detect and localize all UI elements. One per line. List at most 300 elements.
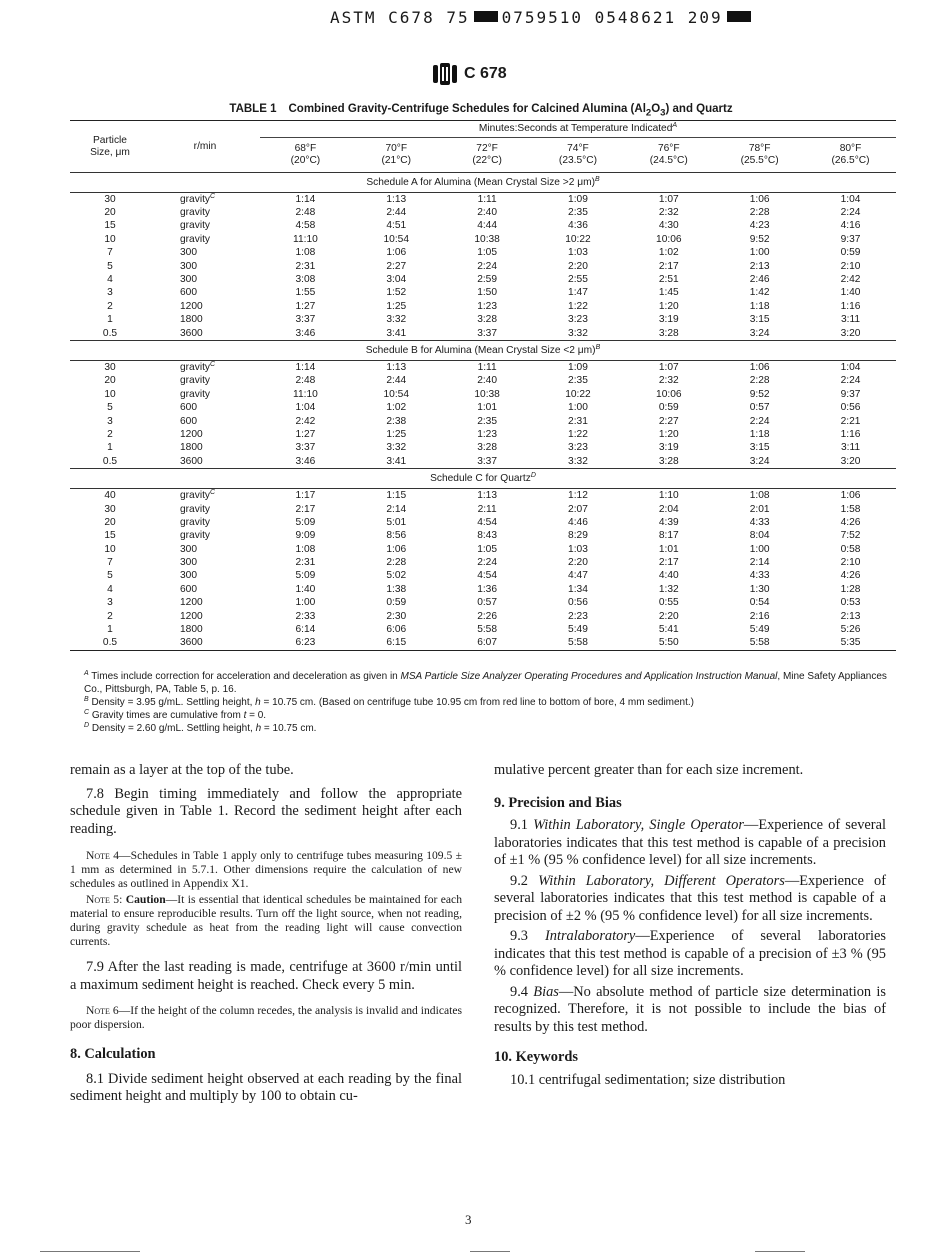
temperature-header [351, 138, 442, 173]
astm-logo-icon [432, 62, 458, 86]
table-row [70, 300, 896, 313]
time-cell [442, 233, 533, 246]
time-cell [623, 489, 714, 503]
particle-size-cell [70, 556, 150, 569]
col-header-minutes [260, 121, 896, 138]
cell-value: 4:54 [477, 516, 498, 528]
cell-value: gravity [180, 503, 211, 515]
rmin-cell [150, 543, 260, 556]
schedule-title-row [70, 469, 896, 489]
cell-value: 1800 [180, 442, 203, 454]
time-cell [260, 428, 351, 441]
cell-value: 2:14 [749, 557, 770, 569]
cell-value: 3:32 [386, 314, 407, 326]
temp-f: 72°F [476, 143, 498, 154]
cell-value: 10 [104, 388, 116, 400]
particle-size-cell [70, 361, 150, 375]
cell-value: 1:55 [295, 287, 316, 299]
cell-value: 2:44 [386, 207, 407, 219]
cell-value: 10:54 [383, 388, 410, 400]
schedule-title [70, 469, 896, 489]
time-cell [714, 247, 805, 260]
cell-value: 3:04 [386, 274, 407, 286]
schedule-group [70, 469, 896, 651]
cell-value: 2:13 [840, 610, 861, 622]
cell-value: 1:34 [568, 583, 588, 595]
rmin-cell [150, 637, 260, 651]
cell-value: 2:10 [840, 557, 861, 569]
time-cell [623, 556, 714, 569]
time-cell [442, 375, 533, 388]
time-cell [714, 455, 805, 469]
time-cell [714, 637, 805, 651]
time-cell [533, 273, 624, 286]
cell-value: 1:00 [568, 402, 588, 414]
time-cell [533, 247, 624, 260]
cell-value: 2:42 [840, 274, 861, 286]
cell-value: 2:26 [477, 610, 498, 622]
cell-value: 9:52 [749, 233, 770, 245]
cell-value: 1:00 [749, 247, 770, 259]
cell-value: 2:21 [840, 415, 861, 427]
time-cell [260, 516, 351, 529]
time-cell [533, 583, 624, 596]
cell-value: 4:33 [749, 516, 770, 528]
table-title-sub3: 3 [660, 107, 666, 119]
rmin-cell [150, 247, 260, 260]
cell-value: 1:25 [386, 300, 407, 312]
cell-value: 1:06 [386, 247, 407, 259]
cell-value: 40 [104, 490, 116, 502]
cell-value: 0:59 [658, 402, 679, 414]
time-cell [351, 610, 442, 623]
time-cell [805, 503, 896, 516]
cell-value: 2:31 [295, 260, 316, 272]
temp-c: (23.5°C) [558, 155, 597, 166]
time-cell [351, 375, 442, 388]
cell-value: gravity [180, 193, 211, 205]
cell-value: 2:40 [477, 207, 498, 219]
time-cell [351, 233, 442, 246]
cell-value: 2:07 [568, 503, 588, 515]
temperature-header [533, 138, 624, 173]
time-cell [351, 503, 442, 516]
cell-value: 5:02 [386, 570, 407, 582]
time-cell [714, 442, 805, 455]
time-cell [260, 327, 351, 341]
cell-value: 600 [180, 402, 197, 414]
time-cell [623, 455, 714, 469]
cell-value: 1:04 [840, 361, 861, 373]
schedule-title [70, 173, 896, 193]
cell-value: 2:27 [386, 260, 407, 272]
p-9-4-num: 9.4 [510, 983, 528, 1000]
rmin-cell [150, 287, 260, 300]
table-row [70, 220, 896, 233]
footnote-text: = 10.75 cm. (Based on centrifuge tube 10.95 cm from red line to bottom of bore, 4 mm sediment.) [260, 697, 695, 708]
time-cell [351, 388, 442, 401]
p-9-1-title: Within Laboratory, Single Operator [533, 817, 744, 833]
cell-value: 20 [104, 207, 116, 219]
time-cell [623, 247, 714, 260]
cell-value: 7 [107, 557, 113, 569]
table-row [70, 503, 896, 516]
table-title-mid: O [651, 103, 661, 115]
footnote-ref-a: A [672, 122, 678, 129]
cell-value: 3:37 [295, 314, 316, 326]
time-cell [442, 361, 533, 375]
particle-size-cell [70, 273, 150, 286]
cell-value: 7:52 [840, 530, 861, 542]
time-cell [805, 260, 896, 273]
cell-value: 1:18 [749, 300, 770, 312]
time-cell [623, 623, 714, 636]
cell-value: 0:55 [658, 597, 679, 609]
cell-value: 1:03 [568, 543, 588, 555]
cell-value: 10:06 [656, 233, 682, 245]
cell-value: 4:44 [477, 220, 498, 232]
footnote-mark: C [84, 709, 90, 716]
cell-value: 1:18 [749, 428, 770, 440]
footnote-text: h [255, 697, 261, 708]
time-cell [623, 442, 714, 455]
cell-value: 5 [107, 260, 113, 272]
cell-value: 3:23 [568, 442, 588, 454]
time-cell [623, 570, 714, 583]
cell-value: 9:37 [840, 233, 861, 245]
cell-value: 6:23 [295, 637, 316, 649]
time-cell [623, 361, 714, 375]
schedule-title-text: Schedule A for Alumina (Mean Crystal Size >2 μm) [366, 176, 595, 188]
left-column [70, 762, 462, 1106]
particle-size-cell [70, 455, 150, 469]
rmin-cell [150, 610, 260, 623]
cell-value: 2:01 [749, 503, 770, 515]
time-cell [260, 287, 351, 300]
time-cell [351, 556, 442, 569]
cell-value: 1:02 [658, 247, 679, 259]
time-cell [623, 206, 714, 219]
cell-value: 4:47 [568, 570, 588, 582]
cell-value: 3600 [180, 637, 203, 649]
particle-size-cell [70, 233, 150, 246]
time-cell [442, 516, 533, 529]
cell-value: 3:46 [295, 455, 316, 467]
time-cell [714, 375, 805, 388]
cell-value: 3:41 [386, 327, 407, 339]
time-cell [714, 273, 805, 286]
cell-value: 8:17 [658, 530, 679, 542]
cell-value: 1:13 [477, 490, 498, 502]
p-9-3-title: Intralaboratory [544, 928, 636, 944]
time-cell [351, 583, 442, 596]
time-cell [533, 388, 624, 401]
note-4-label: Note 4 [86, 849, 120, 862]
particle-size-cell [70, 442, 150, 455]
paragraph-7-9: 7.9 After the last reading is made, centrifuge at 3600 r/min until a maximum sediment height is reached. Check every 5 min. [70, 959, 462, 993]
paragraph-continued: mulative percent greater than for each size increment. [494, 762, 804, 778]
table-footnotes [70, 670, 896, 735]
barcode-block-1 [474, 11, 498, 22]
time-cell [533, 489, 624, 503]
time-cell [442, 193, 533, 207]
time-cell [442, 206, 533, 219]
cell-value: 7 [107, 247, 113, 259]
time-cell [442, 610, 533, 623]
rmin-cell [150, 314, 260, 327]
time-cell [805, 206, 896, 219]
time-cell [714, 623, 805, 636]
cell-value: 1:13 [386, 361, 407, 373]
cell-value: 2:32 [658, 375, 679, 387]
cell-value: 4:23 [749, 220, 770, 232]
cell-value: 1:50 [477, 287, 498, 299]
particle-size-cell [70, 597, 150, 610]
cell-value: 4:54 [477, 570, 498, 582]
table-row [70, 637, 896, 651]
time-cell [714, 260, 805, 273]
scan-artifact-rule [755, 1251, 805, 1252]
time-cell [714, 530, 805, 543]
time-cell [533, 428, 624, 441]
time-cell [260, 247, 351, 260]
time-cell [623, 273, 714, 286]
cell-value: 4 [107, 583, 113, 595]
cell-value: 0.5 [102, 637, 118, 649]
time-cell [260, 583, 351, 596]
time-cell [623, 300, 714, 313]
time-cell [260, 401, 351, 414]
cell-value: 5:58 [749, 637, 770, 649]
cell-value: 1:01 [477, 402, 498, 414]
time-cell [623, 193, 714, 207]
schedule-title-text: Schedule C for Quartz [430, 472, 531, 484]
time-cell [623, 220, 714, 233]
time-cell [714, 543, 805, 556]
table-caption [66, 103, 896, 118]
paragraph-remain: remain as a layer at the top of the tube. [70, 762, 294, 778]
time-cell [533, 415, 624, 428]
time-cell [442, 442, 533, 455]
cell-value: 4:26 [840, 516, 861, 528]
time-cell [533, 260, 624, 273]
time-cell [805, 361, 896, 375]
cell-value: 10:22 [565, 388, 591, 400]
time-cell [351, 455, 442, 469]
cell-value: 3:28 [477, 442, 498, 454]
cell-value: 1:15 [386, 490, 407, 502]
footnote [70, 709, 896, 722]
particle-size-cell [70, 220, 150, 233]
cell-value: 3 [107, 597, 113, 609]
time-cell [623, 260, 714, 273]
time-cell [623, 516, 714, 529]
cell-value: 1:08 [295, 543, 316, 555]
time-cell [351, 260, 442, 273]
note-4 [70, 849, 462, 891]
time-cell [805, 455, 896, 469]
time-cell [623, 543, 714, 556]
time-cell [623, 287, 714, 300]
cell-value: 0:59 [840, 247, 861, 259]
cell-value: 20 [104, 516, 116, 528]
cell-value: 1:16 [840, 428, 861, 440]
time-cell [805, 637, 896, 651]
time-cell [714, 428, 805, 441]
time-cell [260, 233, 351, 246]
rmin-cell [150, 327, 260, 341]
footnote-mark: D [84, 722, 90, 729]
cell-value: 3 [107, 287, 113, 299]
temperature-header [805, 138, 896, 173]
paragraph-8-1: 8.1 Divide sediment height observed at each reading by the final sediment height and multiply by 100 to obtain cu- [70, 1070, 462, 1104]
time-cell [714, 388, 805, 401]
cell-value: 1:40 [840, 287, 861, 299]
cell-value: 0:53 [840, 597, 861, 609]
cell-value: 2:24 [477, 260, 498, 272]
time-cell [533, 503, 624, 516]
page-number: 3 [465, 1212, 472, 1227]
time-cell [442, 543, 533, 556]
time-cell [260, 375, 351, 388]
temperature-header [260, 138, 351, 173]
cell-value: 1:04 [840, 193, 861, 205]
time-cell [533, 220, 624, 233]
cell-value: 0:58 [840, 543, 861, 555]
paragraph-10-1: 10.1 centrifugal sedimentation; size distribution [510, 1071, 786, 1088]
table-title-sub2: 2 [645, 107, 652, 119]
temp-f: 78°F [748, 143, 771, 154]
time-cell [805, 489, 896, 503]
particle-size-cell [70, 388, 150, 401]
cell-value: 3:11 [840, 442, 861, 454]
temperature-header [623, 138, 714, 173]
rmin-cell [150, 489, 260, 503]
time-cell [351, 543, 442, 556]
barcode-block-2 [727, 11, 751, 22]
time-cell [533, 401, 624, 414]
cell-value: 10:38 [474, 388, 500, 400]
cell-value: 5 [107, 402, 113, 414]
time-cell [533, 233, 624, 246]
cell-value: 1:20 [658, 428, 679, 440]
cell-value: 2:38 [386, 415, 407, 427]
cell-value: 5:58 [477, 624, 498, 636]
cell-value: 3:32 [386, 442, 407, 454]
time-cell [533, 375, 624, 388]
time-cell [442, 220, 533, 233]
time-cell [260, 273, 351, 286]
table-row [70, 455, 896, 469]
time-cell [351, 415, 442, 428]
cell-value: 9:37 [840, 388, 861, 400]
cell-value: 10 [104, 233, 116, 245]
cell-value: 300 [180, 543, 197, 555]
cell-value: 5:09 [295, 570, 316, 582]
particle-size-cell [70, 428, 150, 441]
cell-value: 2:32 [658, 207, 679, 219]
time-cell [623, 401, 714, 414]
time-cell [805, 287, 896, 300]
time-cell [442, 287, 533, 300]
cell-value: 300 [180, 570, 197, 582]
table-row [70, 543, 896, 556]
cell-value: 1:11 [477, 193, 497, 205]
cell-value: 1:11 [477, 361, 497, 373]
note-5-label: Note 5: [86, 893, 123, 906]
rmin-cell [150, 442, 260, 455]
particle-size-cell [70, 415, 150, 428]
cell-value: 1:40 [295, 583, 316, 595]
cell-value: gravity [180, 207, 211, 219]
table-row [70, 375, 896, 388]
cell-value: 1200 [180, 610, 203, 622]
particle-size-cell [70, 489, 150, 503]
time-cell [714, 314, 805, 327]
time-cell [805, 247, 896, 260]
paragraph-9-4 [494, 984, 886, 1037]
time-cell [623, 314, 714, 327]
time-cell [260, 530, 351, 543]
cell-value: 1200 [180, 597, 203, 609]
p-9-1-text: —Experience of several laboratories indicates that this test method is capable of a precision of ±1 % (95 % confidence level) for all size increments. [494, 817, 886, 868]
particle-size-cell [70, 503, 150, 516]
time-cell [260, 489, 351, 503]
cell-value: 2:28 [749, 207, 770, 219]
rmin-cell [150, 260, 260, 273]
time-cell [533, 287, 624, 300]
cell-value: gravity [180, 361, 211, 373]
cell-value: 3:15 [749, 314, 770, 326]
cell-value: 5:49 [749, 624, 770, 636]
time-cell [351, 489, 442, 503]
cell-value: 5:26 [840, 624, 861, 636]
p-9-2-title: Within Laboratory, Different Operators [538, 872, 785, 889]
time-cell [351, 516, 442, 529]
cell-value: 6:14 [295, 624, 316, 636]
time-cell [533, 314, 624, 327]
time-cell [351, 206, 442, 219]
cell-value: 6:06 [386, 624, 407, 636]
temp-c: (25.5°C) [740, 155, 779, 166]
cell-value: 2:24 [840, 207, 861, 219]
rmin-cell [150, 206, 260, 219]
table-header [70, 121, 896, 173]
time-cell [351, 327, 442, 341]
cell-value: 2:51 [658, 274, 679, 286]
cell-value: 10:06 [656, 388, 682, 400]
time-cell [351, 361, 442, 375]
time-cell [533, 206, 624, 219]
cell-value: 3:24 [749, 327, 770, 339]
temp-c: (24.5°C) [649, 155, 688, 166]
cell-value: 300 [180, 260, 197, 272]
cell-value: 300 [180, 274, 197, 286]
table-row [70, 489, 896, 503]
footnote-text: Times include correction for acceleration and deceleration as given in [91, 671, 401, 682]
time-cell [533, 530, 624, 543]
p-9-4-title: Bias [533, 983, 559, 1000]
time-cell [623, 637, 714, 651]
cell-value: 1:17 [295, 490, 316, 502]
particle-size-cell [70, 623, 150, 636]
time-cell [260, 570, 351, 583]
time-cell [260, 556, 351, 569]
cell-value: 2:17 [295, 503, 316, 515]
cell-value: 11:10 [293, 388, 318, 400]
note-6-text: —If the height of the column recedes, the analysis is invalid and indicates poor dispersion. [70, 1004, 462, 1031]
cell-value: 3:11 [840, 314, 861, 326]
